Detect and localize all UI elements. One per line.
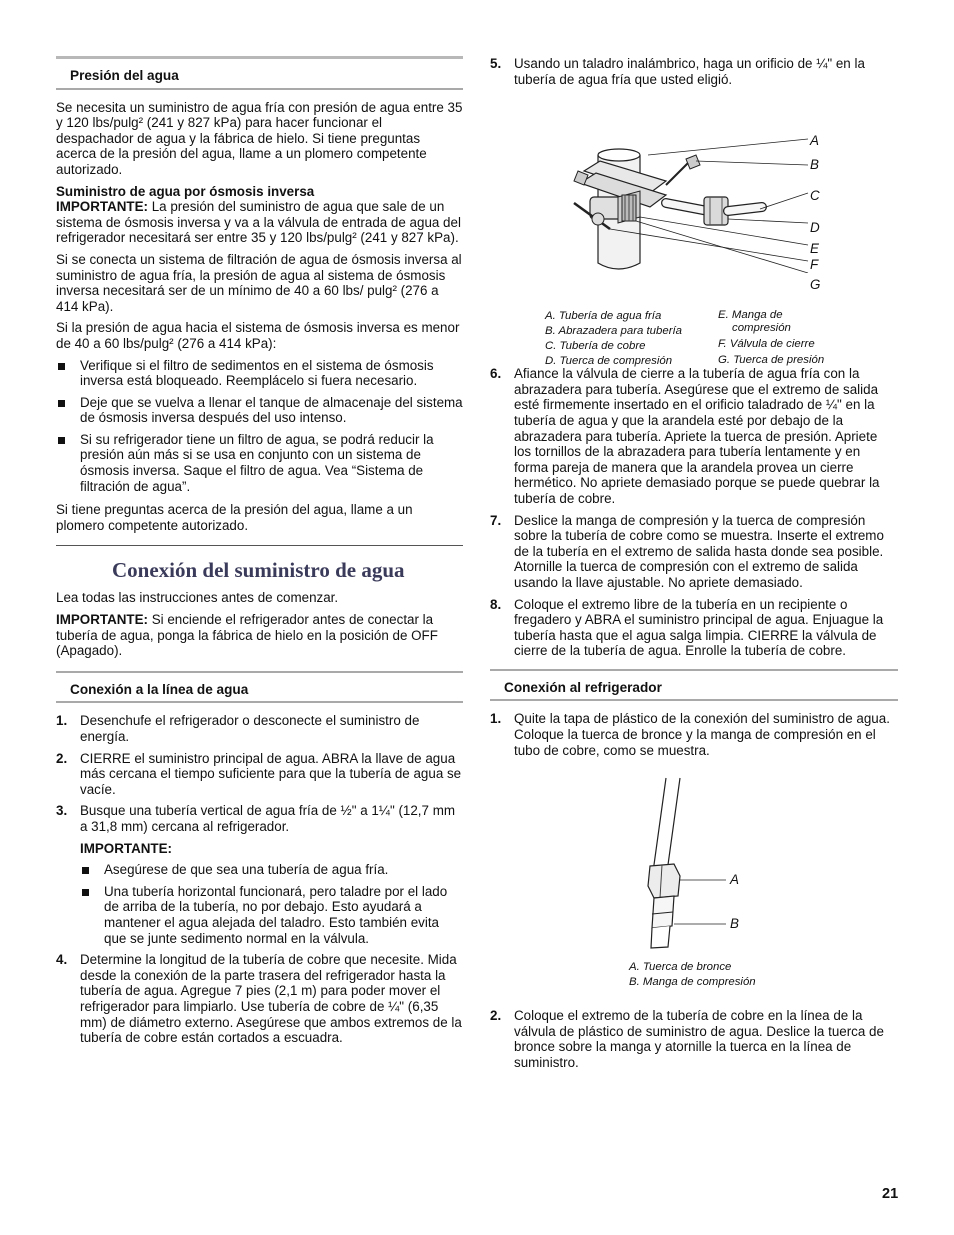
caption-line: C. Tubería de cobre [545, 340, 646, 353]
figure-label: E [810, 241, 819, 257]
presion-paragraph: Se necesita un suministro de agua fría con presión de agua entre 35 y 120 lbs/pulg² (241 y 827 kPa) para hacer funcionar el despachador de agua y la fábrica de hielo. Si tiene preguntas acerca de la presión del agua, llame a un plomero competente autorizado. [56, 99, 463, 177]
important-label: IMPORTANTE: [56, 199, 148, 215]
caption-line: B. Manga de compresión [629, 976, 756, 989]
list-item: Si su refrigerador tiene un filtro de agua, se podrá reducir la presión aún más si se usa en conjunto con un sistema de ósmosis inversa. Saque el filtro de agua. Vea “Sistema de filtración de agua”. [56, 432, 463, 494]
step-number: 4. [56, 952, 68, 968]
important-text: Si enciende el refrigerador antes de conectar la tubería de agua, ponga la fábrica de hielo en la posición de OFF (Apagado). [56, 612, 438, 659]
figure-caption-right [718, 309, 824, 367]
nut-figure [490, 764, 898, 1004]
section-heading-linea: Conexión a la línea de agua [56, 671, 463, 704]
osmosis-paragraph-4: Si tiene preguntas acerca de la presión del agua, llame a un plomero competente autorizado. [56, 502, 413, 533]
section-heading-presion: Presión del agua [56, 59, 463, 90]
refrigerador-steps [490, 711, 898, 758]
step-text: Coloque el extremo libre de la tubería en un recipiente o fregadero y ABRA el suministro principal de agua. Enjuague la tubería hasta que el agua salga limpia. CIERRE la válvula de cierre de la tubería de agua. Enrolle la tubería de cobre. [514, 596, 884, 659]
section-divider [56, 545, 463, 546]
step-text: CIERRE el suministro principal de agua. ABRA la llave de agua más cercana el tiempo suficiente para que la tubería de agua se vacíe. [80, 750, 462, 797]
step-number: 2. [56, 750, 68, 766]
nut-illustration [490, 764, 898, 964]
caption-line: compresión [732, 322, 791, 335]
valve-illustration [490, 93, 898, 273]
step3-bullet-list [80, 862, 463, 946]
linea-steps-continued-2 [490, 366, 898, 659]
step-text: Afiance la válvula de cierre a la tubería de agua fría con la abrazadera para tubería. Asegúrese que el extremo de salida esté firmemente insertado en el orificio taladrado de ¼" en la tubería de agua y que la arandela esté por debajo de la abrazadera para tubería. Apriete la tuerca de presión. Apriete los tornillos de la abrazadera para tubería lentamente y en forma pareja de manera que la arandela provea un cierre hermético. No apriete demasiado porque se puede quebrar la tubería de cobre. [514, 366, 880, 506]
important-label: IMPORTANTE: [56, 612, 148, 628]
refrigerador-steps-continued [490, 1008, 898, 1070]
conexion-title: Conexión del suministro de agua [112, 558, 405, 583]
step-4 [56, 952, 463, 1046]
step-number: 8. [490, 596, 502, 612]
step-number: 1. [490, 711, 502, 727]
linea-steps [56, 713, 463, 1045]
caption-line: D. Tuerca de compresión [545, 355, 673, 368]
right-column [490, 56, 898, 1077]
valve-figure [490, 93, 898, 368]
step-3 [56, 803, 463, 946]
figure-label: F [810, 257, 819, 273]
step-text: Desenchufe el refrigerador o desconecte el suministro de energía. [80, 713, 420, 744]
step-number: 1. [56, 713, 68, 729]
step-number: 2. [490, 1008, 502, 1024]
step-8 [490, 597, 898, 659]
figure-label: B [730, 916, 739, 932]
step-number: 6. [490, 366, 502, 382]
step-5 [490, 56, 898, 87]
step-1 [56, 713, 463, 744]
list-item: Asegúrese de que sea una tubería de agua fría. [80, 862, 463, 878]
figure-label: B [810, 157, 819, 173]
step-number: 5. [490, 56, 502, 71]
caption-line: A. Tubería de agua fría [545, 310, 662, 323]
left-column [56, 56, 463, 1052]
conexion-intro: Lea todas las instrucciones antes de comenzar. [56, 590, 339, 606]
important-text: La presión del suministro de agua que sale de un sistema de ósmosis inversa y va a la válvula de entrada de agua del refrigerador necesitará ser entre 35 y 120 lbs/pulg² (241 y 827 kPa). [56, 199, 461, 246]
caption-line: A. Tuerca de bronce [629, 961, 732, 974]
list-item: Deje que se vuelva a llenar el tanque de almacenaje del sistema de ósmosis inversa después del uso intenso. [56, 395, 463, 426]
list-item: Una tubería horizontal funcionará, pero taladre por el lado de arriba de la tubería, no por debajo. Esto ayudará a mantener el agua alejada del taladro. Esto también evita que se junte sedimento normal en la válvula. [80, 884, 463, 946]
step-number: 3. [56, 803, 68, 819]
linea-steps-continued [490, 56, 898, 87]
osmosis-paragraph-3: Si la presión de agua hacia el sistema de ósmosis inversa es menor de 40 a 60 lbs/pulg² (276 a 414 kPa): [56, 320, 460, 351]
step-text: Deslice la manga de compresión y la tuerca de compresión sobre la tubería de cobre como se muestra. Inserte el extremo de la tubería en el extremo de salida hasta donde sea posible. Atornille la tuerca de compresión con el extremo de salida usando la llave ajustable. No apriete demasiado. [514, 512, 884, 590]
page-number: 21 [882, 1186, 899, 1202]
step-2 [490, 1008, 898, 1070]
figure-label: A [730, 872, 739, 888]
caption-line: G. Tuerca de presión [718, 354, 825, 367]
figure-caption-left [545, 309, 682, 369]
figure-label: C [810, 188, 820, 204]
step-2 [56, 751, 463, 798]
osmosis-paragraph-2: Si se conecta un sistema de filtración de agua de ósmosis inversa al suministro de agua fría, la presión de agua al sistema de ósmosis inversa necesitará ser de un mínimo de 40 a 60 lbs/ pulg² (276 a 414 kPa). [56, 251, 462, 314]
step-text: Busque una tubería vertical de agua fría de ½" a 1¼" (12,7 mm a 31,8 mm) cercana al refrigerador. [80, 803, 455, 834]
step3-important-label: IMPORTANTE: [80, 840, 172, 856]
caption-line: E. Manga de [718, 309, 783, 322]
caption-line: F. Válvula de cierre [718, 338, 815, 351]
osmosis-important [56, 199, 463, 246]
figure-label: G [810, 277, 821, 293]
step-text: Usando un taladro inalámbrico, haga un orificio de ¼" en la tubería de agua fría que usted eligió. [514, 56, 865, 87]
figure-label: A [810, 133, 819, 149]
step-text: Quite la tapa de plástico de la conexión del suministro de agua. Coloque la tuerca de bronce y la manga de compresión en el tubo de cobre, como se muestra. [514, 711, 890, 758]
caption-line: B. Abrazadera para tubería [545, 325, 682, 338]
step-6 [490, 366, 898, 506]
step-number: 7. [490, 512, 502, 528]
figure-caption [629, 960, 756, 990]
step-7 [490, 513, 898, 591]
section-heading-refrigerador: Conexión al refrigerador [490, 669, 898, 702]
list-item: Verifique si el filtro de sedimentos en el sistema de ósmosis inversa está bloqueado. Reemplácelo si fuera necesario. [56, 358, 463, 389]
step-text: Determine la longitud de la tubería de cobre que necesite. Mida desde la conexión de la parte trasera del refrigerador hasta la tubería de agua. Agregue 7 pies (2,1 m) para poder mover el refrigerador para limpiarlo. Use tubería de cobre de ¼" (6,35 mm) de diámetro externo. Asegúrese que ambos extremos de la tubería de cobre están cortados a escuadra. [80, 952, 462, 1046]
step-text: Coloque el extremo de la tubería de cobre en la línea de la válvula de plástico de suministro de agua. Deslice la tuerca de bronce sobre la manga y atornille la tuerca en la línea de suministro. [514, 1008, 884, 1071]
osmosis-heading: Suministro de agua por ósmosis inversa [56, 183, 315, 199]
conexion-important [56, 612, 463, 659]
step-1 [490, 711, 898, 758]
osmosis-bullet-list [56, 358, 463, 495]
figure-label: D [810, 220, 820, 236]
